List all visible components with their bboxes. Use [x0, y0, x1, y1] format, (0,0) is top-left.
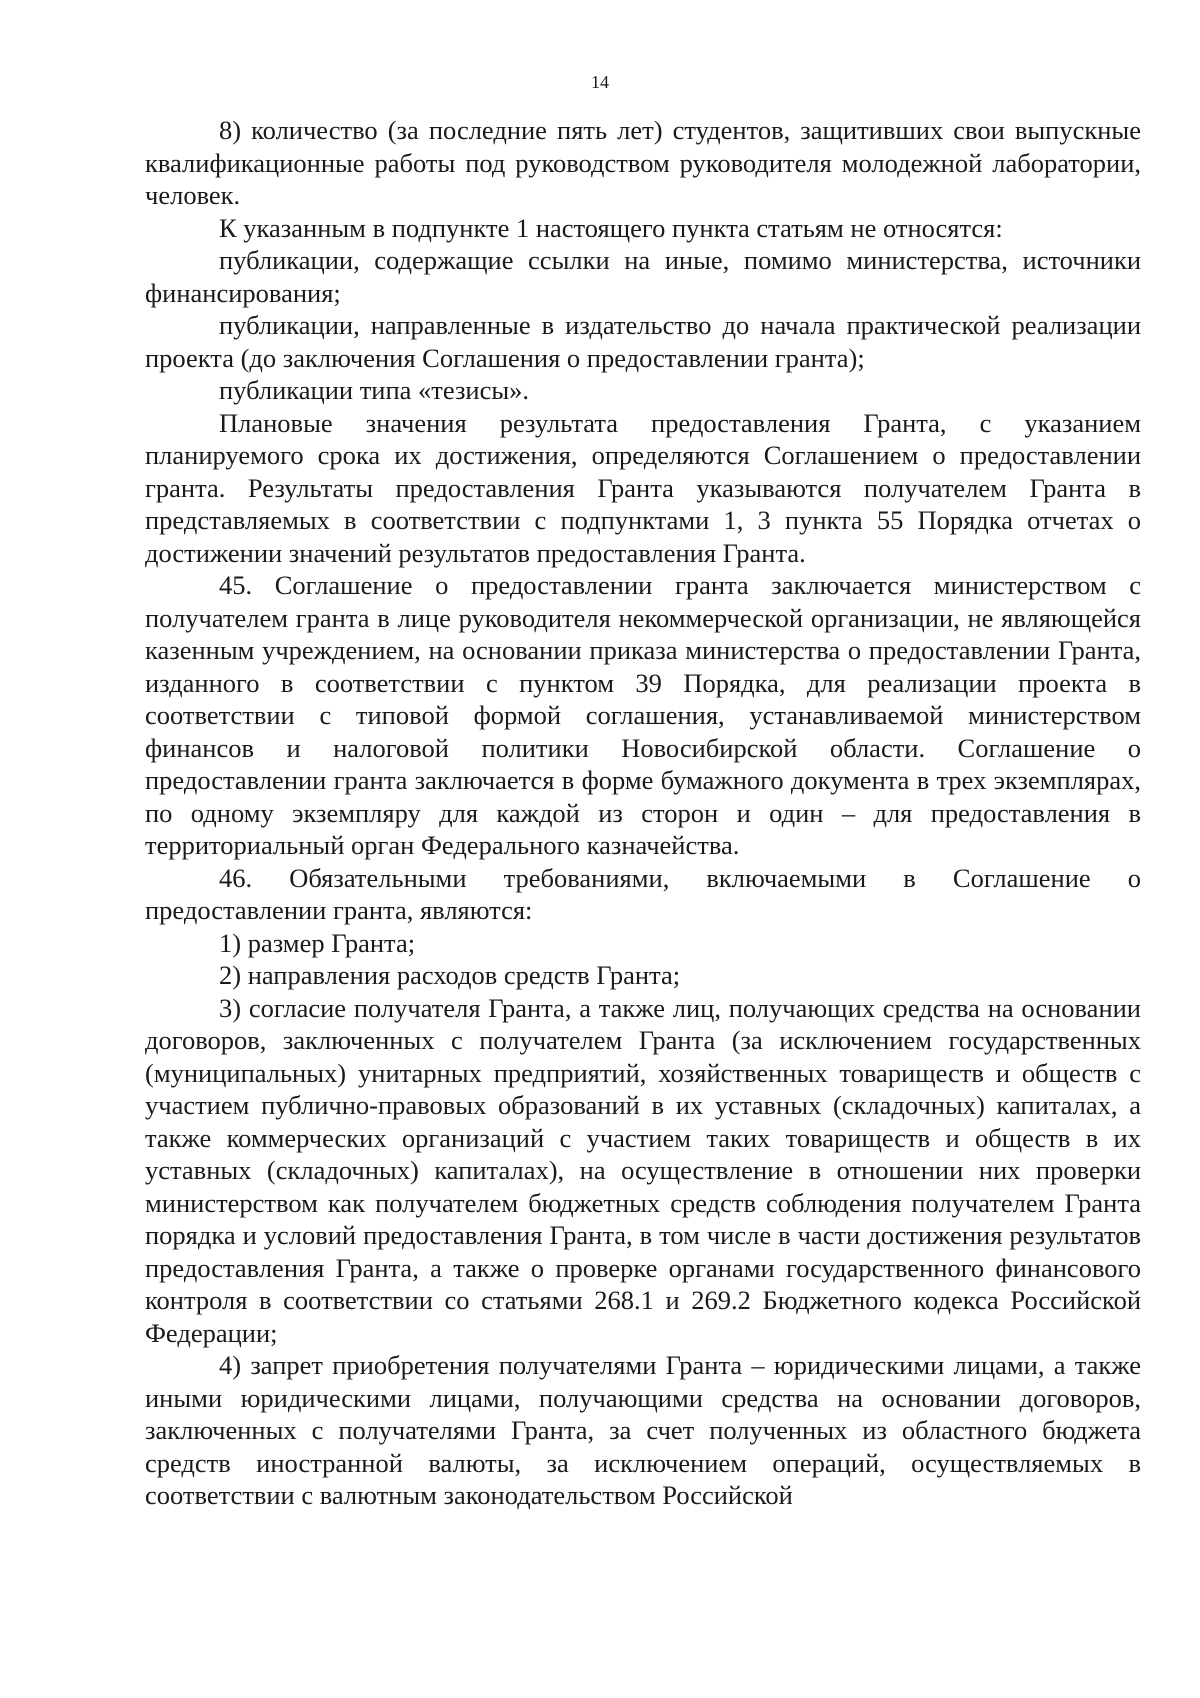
paragraph-exclusion-prior-publications: публикации, направленные в издательство до начала практической реализации проекта (до заключения Соглашения о предоставлении гранта); [145, 310, 1141, 373]
paragraph-item-8-graduates: 8) количество (за последние пять лет) студентов, защитивших свои выпускные квалификационные работы под руководством руководителя молодежной лаборатории, человек. [145, 115, 1141, 210]
paragraph-clause-46: 46. Обязательными требованиями, включаемыми в Соглашение о предоставлении гранта, являются: [145, 862, 1141, 925]
paragraph-clause-45: 45. Соглашение о предоставлении гранта заключается министерством с получателем гранта в лице руководителя некоммерческой организации, не являющейся казенным учреждением, на основании приказа министерства о предоставлении Гранта, изданного в соответствии с пунктом 39 Порядка, для реализации проекта в соответствии с типовой формой соглашения, устанавливаемой министерством финансов и налоговой политики Новосибирской области. Соглашение о предоставлении гранта заключается в форме бумажного документа в трех экземплярах, по одному экземпляру для каждой из сторон и один – для предоставления в территориальный орган Федерального казначейства. [145, 570, 1141, 860]
paragraph-exclusions-intro: К указанным в подпункте 1 настоящего пункта статьям не относятся: [219, 212, 1003, 243]
paragraph-planned-values: Плановые значения результата предоставления Гранта, с указанием планируемого срока их достижения, определяются Соглашением о предоставлении гранта. Результаты предоставления Гранта указываются получателем Гранта в представляемых в соответствии с подпунктами 1, 3 пункта 55 Порядка отчетах о достижении значений результатов предоставления Гранта. [145, 407, 1141, 568]
paragraph-exclusion-other-funding: публикации, содержащие ссылки на иные, помимо министерства, источники финансирования; [145, 245, 1141, 308]
paragraph-exclusion-theses: публикации типа «тезисы». [219, 375, 530, 405]
document-body [145, 114, 1141, 1512]
paragraph-item-4-currency-prohibition: 4) запрет приобретения получателями Гранта – юридическими лицами, а также иными юридическими лицами, получающими средства на основании договоров, заключенных с получателями Гранта, за счет полученных из областного бюджета средств иностранной валюты, за исключением операций, осуществляемых в соответствии с валютным законодательством Российской [145, 1350, 1141, 1510]
paragraph-item-3-consent: 3) согласие получателя Гранта, а также лиц, получающих средства на основании договоров, заключенных с получателем Гранта (за исключением государственных (муниципальных) унитарных предприятий, хозяйственных товариществ и обществ с участием публично-правовых образований в их уставных (складочных) капиталах, а также коммерческих организаций с участием таких товариществ и обществ в их уставных (складочных) капиталах), на осуществление в отношении них проверки министерством как получателем бюджетных средств соблюдения получателем Гранта порядка и условий предоставления Гранта, в том числе в части достижения результатов предоставления Гранта, а также о проверке органами государственного финансового контроля в соответствии со статьями 268.1 и 269.2 Бюджетного кодекса Российской Федерации; [145, 992, 1141, 1348]
page-number: 14 [591, 72, 609, 92]
paragraph-item-2-expense-directions: 2) направления расходов средств Гранта; [219, 960, 681, 990]
paragraph-item-1-grant-size: 1) размер Гранта; [219, 927, 416, 958]
